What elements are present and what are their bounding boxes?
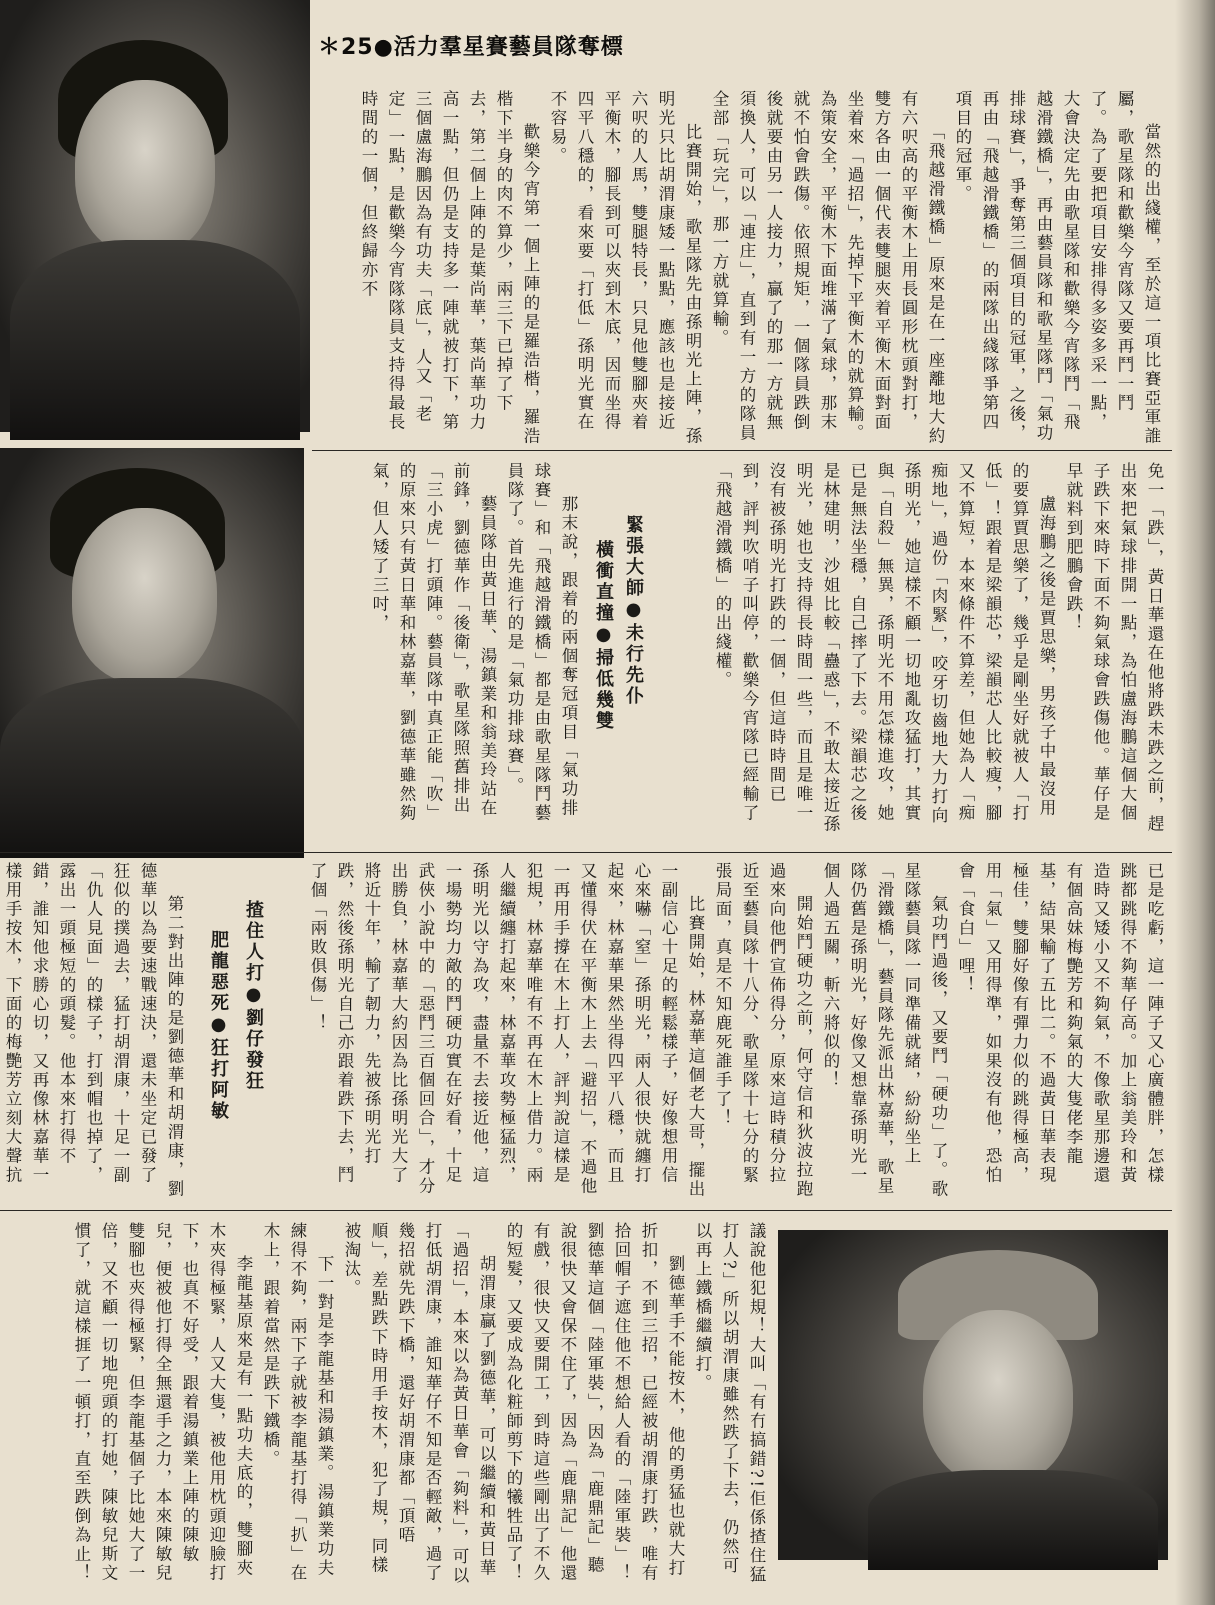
paragraph: 氣功鬥過後，又要鬥「硬功」了。歌星隊藝員隊一同準備就緒，紛紛坐上「滑鐵橋」，藝員隊先派出林嘉華，歌星隊仍舊是孫明光，好像又想靠孫明光一個人過五關，斬六將似的！ — [821, 862, 948, 1199]
paragraph: 免一「跌」，黃日華還在他將跌未跌之前，趕出來把氣球排開一點，為怕盧海鵬這個大個子跌下來時下面不夠氣球會跌傷他。華仔是早就料到肥鵬會跌！ — [1064, 462, 1164, 834]
photo-mid-left — [0, 448, 304, 852]
page-title: ＊25●活力羣星賽藝員隊奪標 — [318, 35, 624, 60]
paragraph: 下一對是李龍基和湯鎮業。湯鎮業功夫練得不夠，兩下子就被李龍基打得「扒」在木上，跟着當然是跌下鐵橋。 — [261, 1222, 334, 1583]
paragraph: 比賽開始，歌星隊先由孫明光上陣，孫明光只比胡渭康矮一點點，應該也是接近六呎的人馬，雙腿特長，只見他雙腳夾着平衡木，腳長到可以夾到木底，因而坐得四平八穩的，看來要「打低」孫明光實在不容易。 — [548, 90, 702, 446]
paragraph: 盧海鵬之後是賈思樂，男孩子中最沒用的要算賈思樂了，幾乎是剛坐好就被人「打低」！跟着是梁韻芯，梁韻芯人比較瘦，腳又不算短，本來條件不算差，但她為人「痴痴地」，過份「肉緊」，咬牙切齒地大力打向孫明光，她這樣不顧一切地亂攻猛打，其實與「自殺」無異，孫明光不用怎樣進攻，她已是無法坐穩，自己摔了下去。梁韻芯之後是林建明，沙姐比較「蠱惑」，不敢太接近孫明光，她也支持得長時間一些，而且是唯一沒有被孫明光打跌的一個，但這時時間已到，評判吹哨子叫停，歡樂今宵隊已經輸了「飛越滑鐵橋」的出綫權。 — [713, 462, 1056, 834]
subheading: 緊張大師●未行先仆 — [623, 515, 644, 707]
face-shape — [923, 1310, 1073, 1485]
paragraph: 比賽開始，林嘉華這個老大哥，擺出一副信心十足的輕鬆樣子，好像想用信心來嚇「窒」孫明光，兩人很快就纏打起來，林嘉華果然坐得四平八穩，而且又懂得伏在平衡木上去「避招」，不過他一再用手撐在木上打人，評判說這樣是犯規，林嘉華唯有不再在木上借力。兩人繼續纏打起來，林嘉華攻勢極猛烈，孫明光以守為攻，盡量不去接近他，這一場勢均力敵的鬥硬功實在好看，十足武俠小說中的「惡鬥三百個回合」，才分出勝負，林嘉華大約因為比孫明光大了將近十年，輸了韌力，先被孫明光打跌，然後孫明光自己亦跟着跌下去，鬥了個「兩敗俱傷」！ — [308, 862, 705, 1199]
paragraph: 議說他犯規！大叫「有冇搞錯?!佢係揸住猛打人?」所以胡渭康雖然跌了下去，仍然可以再上鐵橋繼續打。 — [693, 1222, 766, 1585]
paragraph: 那末說，跟着的兩個奪冠項目「氣功排球賽」和「飛越滑鐵橋」都是由歌星隊鬥藝員隊了。首先進行的是「氣功排球賽」。 — [505, 462, 578, 823]
paragraph: 藝員隊由黃日華、湯鎮業和翁美玲站在前鋒，劉德華作「後衛」，歌星隊照舊排出「三小虎」打頭陣。藝員隊中真正能「吹」的原來只有黃日華和林嘉華，劉德華雖然夠氣，但人矮了三吋， — [370, 462, 497, 823]
divider — [0, 1210, 1172, 1211]
subheading: 橫衝直撞●掃低幾雙 — [593, 540, 614, 732]
paragraph: 李龍基原來是有一點功夫底的，雙腳夾木夾得極緊，人又大隻，被他用枕頭迎臉打下，也真不好受，跟着湯鎮業上陣的陳敏兒，便被他打得全無還手之力，本來陳敏兒雙腳也夾得極緊，但李龍基個子比她大了一倍，又不顧一切地兜頭的打她，陳敏兒斯文慣了，就這樣捱了一頓打，直至跌倒為止！ — [72, 1222, 253, 1583]
subheading: 肥龍惡死●狂打阿敏 — [208, 930, 229, 1122]
paragraph: 胡渭康贏了劉德華，可以繼續和黃日華「過招」，本來以為黃日華會「夠料」，可以打低胡渭康，誰知華仔不知是否輕敵，過了幾招就先跌下橋，還好胡渭康都「頂唔順」，差點跌下時用手按木，犯了規，同樣被淘汰。 — [342, 1222, 496, 1586]
face-shape — [75, 80, 215, 255]
paragraph: 第二對出陣的是劉德華和胡渭康，劉德華以為要速戰速決，還未坐定已發了狂似的撲過去，猛打胡渭康，十足一副「仇人見面」的樣子，打到帽也掉了，露出一頭極短的頭髮。他本來打得不錯，誰知他求勝心切，又再像林嘉華一樣用手按木，下面的梅艷芳立刻大聲抗 — [3, 862, 184, 1199]
photo-bottom-right — [778, 1230, 1168, 1560]
divider — [312, 450, 1172, 451]
subheading: 揸住人打●劉仔發狂 — [243, 900, 264, 1092]
shirt-shape — [0, 678, 304, 858]
body-shape — [868, 1470, 1158, 1570]
divider — [0, 852, 1172, 853]
paragraph: 當然的出綫權，至於這一項比賽亞軍誰屬，歌星隊和歡樂今宵隊又要再鬥一鬥了。為了要把項目安排得多姿多采一點，大會決定先由歌星隊和歡樂今宵隊鬥「飛越滑鐵橋」，再由藝員隊和歌星隊鬥「氣功排球賽」，爭奪第三個項目的冠軍，之後，再由「飛越滑鐵橋」的兩隊出綫隊爭第四項目的冠軍。 — [953, 90, 1161, 446]
paragraph: 歡樂今宵第一個上陣的是羅浩楷，羅浩楷下半身的肉不算少，兩三下已掉了下去，第二個上陣的是葉尚華，葉尚華功力高一點，但仍是支持多一陣就被打下，第三個盧海鵬因為有功夫「底」，人又「老定」一點，是歡樂今宵隊隊員支持得最長時間的一個，但終歸亦不 — [359, 90, 540, 446]
paragraph: 劉德華手不能按木，他的勇猛也就大打折扣，不到三招，已經被胡渭康打跌，唯有拾回帽子遮住他不想給人看的「陸軍裝」！劉德華這個「陸軍裝」，因為「鹿鼎記」聽說很快又會保不住了，因為「鹿鼎記」他還有戲，很快又要開工，到時這些剛出了不久的短髮，又要成為化粧師剪下的犧牲品了！ — [504, 1222, 685, 1583]
paragraph: 「飛越滑鐵橋」原來是在一座離地大約有六呎高的平衡木上用長圓形枕頭對打，雙方各由一個代表雙腿夾着平衡木面對面坐着來「過招」，先掉下平衡木的就算輸。為策安全，平衡木下面堆滿了氣球，那末就不怕會跌傷。依照規矩，一個隊員跌倒後就要由另一人接力，贏了的那一方就無須換人，可以「連庄」，直到有一方的隊員全部「玩完」，那一方就算輸。 — [710, 90, 945, 446]
page-edge-shadow — [1175, 0, 1215, 1605]
article-block-mid — [656, 462, 1168, 834]
article-block-bottom — [8, 1222, 770, 1590]
jacket-shape — [10, 240, 300, 440]
article-block-section3 — [3, 862, 188, 1202]
paragraph: 已是吃虧，這一陣子又心廣體胖，怎樣跳都跳得不夠華仔高。加上翁美玲和黃造時又矮小又不夠氣，不像歌星那邊還有個高妹梅艷芳和夠氣的大隻佬李龍基，結果輸了五比二。不過黃日華表現極佳，雙腳好像有彈力似的跳得極高，用「氣」又用得準，如果沒有他，恐怕會「食白」哩！ — [956, 862, 1164, 1185]
article-block-top — [315, 90, 1165, 450]
face-shape — [72, 508, 217, 683]
article-block-mid-lower — [290, 862, 1168, 1202]
photo-top-left — [0, 0, 310, 432]
paragraph: 開始鬥硬功之前，何守信和狄波拉跑過來向他們宣佈得分，原來這時積分拉近至藝員隊十八分、歌星隊十七分的緊張局面，真是不知鹿死誰手了！ — [713, 862, 813, 1199]
article-block-section2 — [312, 462, 582, 834]
